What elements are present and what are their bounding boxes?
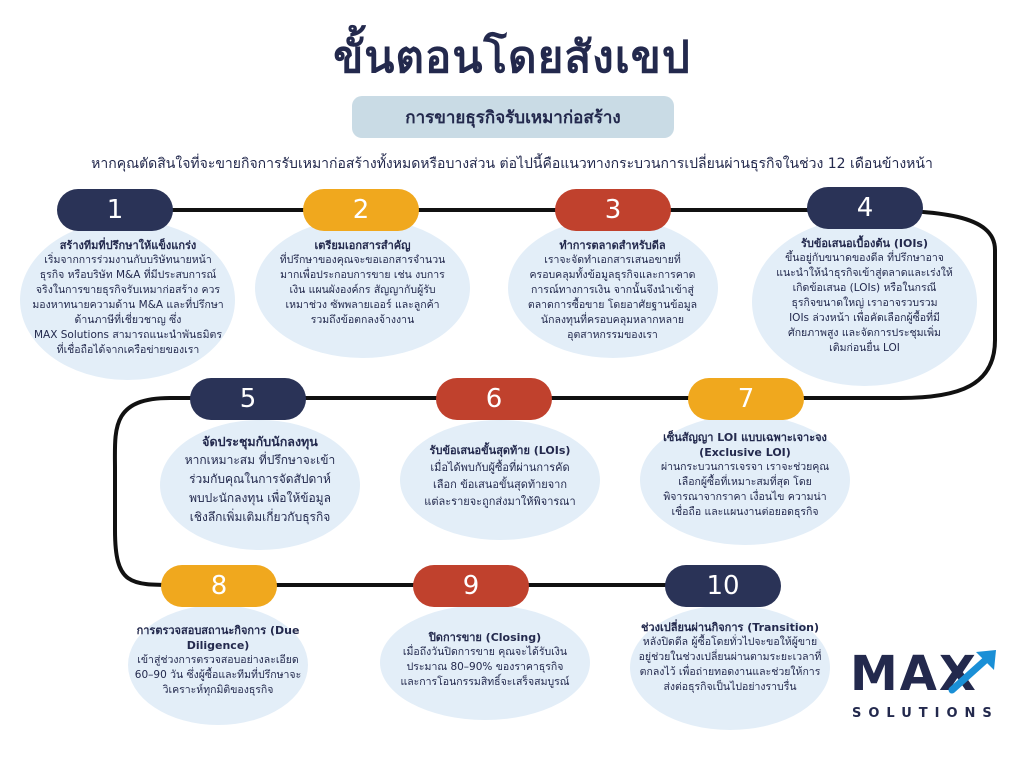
intro-text: หากคุณตัดสินใจที่จะขายกิจการรับเหมาก่อสร้างทั้งหมดหรือบางส่วน ต่อไปนี้คือแนวทางกระบวนการเปลี่ยนผ่านธุรกิจในช่วง 12 เดือนข้างหน้า xyxy=(91,156,933,172)
step-6-line: แต่ละรายจะถูกส่งมาให้พิจารณา xyxy=(424,495,576,508)
step-6-heading: รับข้อเสนอขั้นสุดท้าย (LOIs) xyxy=(429,444,571,457)
step-8-heading: การตรวจสอบสถานะกิจการ (Due Diligence) xyxy=(136,624,300,652)
logo-tagline: SOLUTIONS xyxy=(852,706,999,721)
step-9-badge: 9 xyxy=(413,565,529,607)
step-5-heading: จัดประชุมกับนักลงทุน xyxy=(202,434,318,449)
step-10-heading: ช่วงเปลี่ยนผ่านกิจการ (Transition) xyxy=(640,621,820,634)
step-5-text xyxy=(160,432,360,527)
max-solutions-logo xyxy=(850,646,1000,732)
step-3-heading: ทำการตลาดสำหรับดีล xyxy=(559,239,666,252)
step-1-line: จริงในการขายธุรกิจรับเหมาก่อสร้าง ควร xyxy=(35,284,221,296)
step-7-line: พิจารณาจากราคา เงื่อนไข ความน่า xyxy=(663,491,827,503)
step-4-badge: 4 xyxy=(807,187,923,229)
step-9-line: และการโอนกรรมสิทธิ์จะเสร็จสมบูรณ์ xyxy=(400,676,570,688)
step-1-line: ธุรกิจ หรือบริษัท M&A ที่มีประสบการณ์ xyxy=(39,269,217,281)
step-9-line: ประมาณ 80–90% ของราคาธุรกิจ xyxy=(406,661,564,673)
step-1-badge: 1 xyxy=(57,189,173,231)
step-3-line: อุตสาหกรรมของเรา xyxy=(567,329,658,341)
step-3-line: ครอบคลุมทั้งข้อมูลธุรกิจและการคาด xyxy=(529,269,696,281)
step-4-line: ศักยภาพสูง และจัดการประชุมเพิ่ม xyxy=(788,327,941,339)
step-4-line: ธุรกิจขนาดใหญ่ เราอาจรวบรวม xyxy=(791,297,938,309)
step-5-line: พบปะนักลงทุน เพื่อให้ข้อมูล xyxy=(189,491,331,505)
step-2-heading: เตรียมเอกสารสำคัญ xyxy=(314,239,411,252)
step-10-line: หลังปิดดีล ผู้ซื้อโดยทั่วไปจะขอให้ผู้ขาย xyxy=(642,636,818,648)
step-2-badge: 2 xyxy=(303,189,419,231)
step-4-line: แนะนำให้นำธุรกิจเข้าสู่ตลาดและเร่งให้ xyxy=(776,267,953,279)
step-7-line: เลือกผู้ซื้อที่เหมาะสมที่สุด โดย xyxy=(678,476,812,488)
step-5-badge: 5 xyxy=(190,378,306,420)
subtitle-banner: การขายธุรกิจรับเหมาก่อสร้าง xyxy=(352,96,674,138)
step-6-line: เมื่อได้พบกับผู้ซื้อที่ผ่านการคัด xyxy=(430,461,570,474)
step-8-line: เข้าสู่ช่วงการตรวจสอบอย่างละเอียด xyxy=(137,654,299,666)
step-1-line: MAX Solutions สามารถแนะนำพันธมิตร xyxy=(33,329,223,341)
step-1-text xyxy=(18,238,238,358)
step-6-text xyxy=(400,442,600,510)
step-9-heading: ปิดการขาย (Closing) xyxy=(428,631,542,644)
step-4-text xyxy=(752,236,977,356)
step-8-badge: 8 xyxy=(161,565,277,607)
step-2-line: เหมาช่วง ซัพพลายเออร์ และลูกค้า xyxy=(285,299,440,311)
step-6-line: เลือก ข้อเสนอขั้นสุดท้ายจาก xyxy=(432,478,568,491)
step-1-heading: สร้างทีมที่ปรึกษาให้แข็งแกร่ง xyxy=(59,239,197,252)
step-1-line: ด้านภาษีที่เชี่ยวชาญ ซึ่ง xyxy=(74,314,182,326)
step-1-line: ที่เชื่อถือได้จากเครือข่ายของเรา xyxy=(56,344,200,356)
step-2-text xyxy=(255,238,470,328)
step-8-text xyxy=(128,623,308,698)
step-8-line: 60–90 วัน ซึ่งผู้ซื้อและทีมที่ปรึกษาจะ xyxy=(134,669,302,681)
step-3-line: เราจะจัดทำเอกสารเสนอขายที่ xyxy=(544,254,681,266)
logo-arrow-icon xyxy=(946,646,1006,696)
step-7-text xyxy=(640,430,850,520)
step-9-text xyxy=(380,630,590,690)
step-3-badge: 3 xyxy=(555,189,671,231)
step-8-line: วิเคราะห์ทุกมิติของธุรกิจ xyxy=(162,684,274,696)
step-10-badge: 10 xyxy=(665,565,781,607)
step-7-line: เชื่อถือ และแผนงานต่อยอดธุรกิจ xyxy=(671,506,819,518)
step-2-line: ที่ปรึกษาของคุณจะขอเอกสารจำนวน xyxy=(279,254,446,266)
step-3-text xyxy=(505,238,720,343)
step-7-badge: 7 xyxy=(688,378,804,420)
step-7-line: ผ่านกระบวนการเจรจา เราจะช่วยคุณ xyxy=(660,461,830,473)
step-5-line: ร่วมกับคุณในการจัดสัปดาห์ xyxy=(189,472,331,486)
step-4-line: เกิดข้อเสนอ (LOIs) หรือในกรณี xyxy=(792,282,937,294)
step-3-line: ตลาดการซื้อขาย โดยอาศัยฐานข้อมูล xyxy=(527,299,698,311)
step-7-heading: เซ็นสัญญา LOI แบบเฉพาะเจาะจง (Exclusive LOI) xyxy=(663,431,827,459)
step-5-line: เชิงลึกเพิ่มเติมเกี่ยวกับธุรกิจ xyxy=(189,510,331,524)
step-4-line: IOIs ล่วงหน้า เพื่อคัดเลือกผู้ซื้อที่มี xyxy=(789,312,940,324)
step-2-line: รวมถึงข้อตกลงจ้างงาน xyxy=(310,314,415,326)
step-10-line: ตกลงไว้ เพื่อถ่ายทอดงานและช่วยให้การ xyxy=(639,666,821,678)
step-4-heading: รับข้อเสนอเบื้องต้น (IOIs) xyxy=(801,237,928,250)
step-5-line: หากเหมาะสม ที่ปรึกษาจะเข้า xyxy=(184,453,336,467)
step-6-badge: 6 xyxy=(436,378,552,420)
step-10-text xyxy=(624,620,836,695)
step-1-line: มองหาทนายความด้าน M&A และที่ปรึกษา xyxy=(32,299,224,311)
step-10-line: ส่งต่อธุรกิจเป็นไปอย่างราบรื่น xyxy=(663,681,797,693)
step-2-line: มากเพื่อประกอบการขาย เช่น งบการ xyxy=(280,269,445,281)
page-title: ขั้นตอนโดยสังเขป xyxy=(333,32,691,83)
step-1-line: เริ่มจากการร่วมงานกับบริษัทนายหน้า xyxy=(44,254,212,266)
step-9-line: เมื่อถึงวันปิดการขาย คุณจะได้รับเงิน xyxy=(402,646,568,658)
step-4-line: ขึ้นอยู่กับขนาดของดีล ที่ปรึกษาอาจ xyxy=(785,252,944,264)
step-10-line: อยู่ช่วยในช่วงเปลี่ยนผ่านตามระยะเวลาที่ xyxy=(638,651,822,663)
step-2-line: เงิน แผนผังองค์กร สัญญากับผู้รับ xyxy=(289,284,436,296)
step-3-line: นักลงทุนที่ครอบคลุมหลากหลาย xyxy=(540,314,685,326)
step-3-line: การณ์ทางการเงิน จากนั้นจึงนำเข้าสู่ xyxy=(531,284,694,296)
step-4-line: เติมก่อนยื่น LOI xyxy=(829,342,900,354)
logo-wordmark: MAX xyxy=(850,646,978,702)
